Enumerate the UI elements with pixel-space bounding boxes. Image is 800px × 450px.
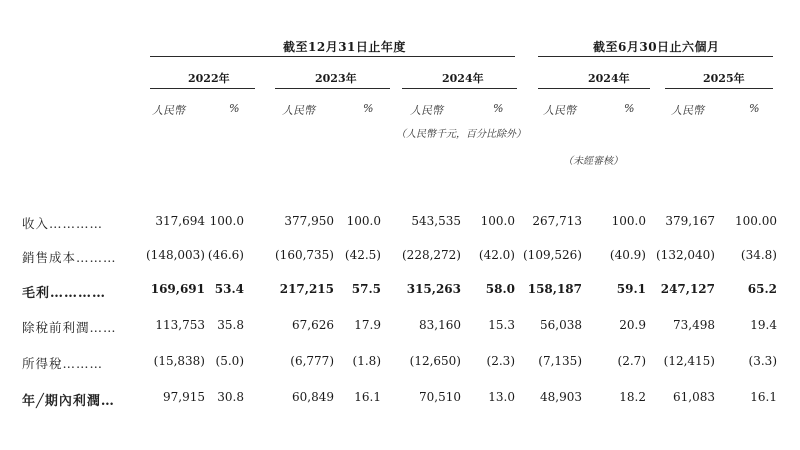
cell-tax-2025-h1-pct: (3.3) bbox=[748, 354, 777, 368]
year-header-2022: 2022年 bbox=[188, 72, 230, 85]
year-rule-2023 bbox=[275, 88, 390, 89]
cell-cos-2024-h1: (109,526) bbox=[523, 248, 582, 262]
cell-gp-2025-h1-pct: 65.2 bbox=[747, 282, 777, 296]
cell-gp-2025-h1: 247,127 bbox=[660, 282, 715, 296]
cell-tax-2024-pct: (2.3) bbox=[486, 354, 515, 368]
pct-label-2022: % bbox=[229, 102, 240, 115]
year-rule-2022 bbox=[150, 88, 255, 89]
cell-np-2024-pct: 13.0 bbox=[488, 390, 515, 404]
unit-label-2024: 人民幣 bbox=[410, 104, 443, 117]
cell-np-2025-h1: 61,083 bbox=[673, 390, 715, 404]
cell-pbt-2024-pct: 15.3 bbox=[488, 318, 515, 332]
cell-gp-2024-h1: 158,187 bbox=[527, 282, 582, 296]
unit-label-2022: 人民幣 bbox=[152, 104, 185, 117]
cell-cos-2024: (228,272) bbox=[402, 248, 461, 262]
cell-revenue-2025-h1-pct: 100.00 bbox=[735, 214, 777, 228]
cell-pbt-2023: 67,626 bbox=[292, 318, 334, 332]
cell-cos-2023-pct: (42.5) bbox=[344, 248, 381, 262]
unit-label-2024-h1: 人民幣 bbox=[543, 104, 576, 117]
cell-tax-2022-pct: (5.0) bbox=[215, 354, 244, 368]
cell-pbt-2022-pct: 35.8 bbox=[217, 318, 244, 332]
year-header-2024-h1: 2024年 bbox=[588, 72, 630, 85]
year-rule-2025-h1 bbox=[665, 88, 773, 89]
pct-label-2025-h1: % bbox=[749, 102, 760, 115]
cell-np-2022: 97,915 bbox=[163, 390, 205, 404]
cell-revenue-2025-h1: 379,167 bbox=[665, 214, 715, 228]
cell-np-2025-h1-pct: 16.1 bbox=[750, 390, 777, 404]
unaudited-note: （未經審核） bbox=[563, 156, 623, 167]
year-header-2024: 2024年 bbox=[442, 72, 484, 85]
cell-gp-2023-pct: 57.5 bbox=[351, 282, 381, 296]
cell-revenue-2024-pct: 100.0 bbox=[480, 214, 515, 228]
cell-np-2024: 70,510 bbox=[419, 390, 461, 404]
cell-revenue-2024-h1: 267,713 bbox=[532, 214, 582, 228]
group-title-fiscal-year: 截至12月31日止年度 bbox=[283, 40, 406, 54]
cell-cos-2025-h1-pct: (34.8) bbox=[740, 248, 777, 262]
year-header-2025-h1: 2025年 bbox=[703, 72, 745, 85]
cell-gp-2024-h1-pct: 59.1 bbox=[616, 282, 646, 296]
cell-revenue-2024: 543,535 bbox=[411, 214, 461, 228]
cell-gp-2022: 169,691 bbox=[150, 282, 205, 296]
cell-np-2023-pct: 16.1 bbox=[354, 390, 381, 404]
cell-revenue-2022-pct: 100.0 bbox=[209, 214, 244, 228]
cell-gp-2022-pct: 53.4 bbox=[214, 282, 244, 296]
cell-gp-2023: 217,215 bbox=[279, 282, 334, 296]
row-label-revenue: 收入………… bbox=[22, 216, 104, 231]
cell-cos-2024-h1-pct: (40.9) bbox=[609, 248, 646, 262]
cell-revenue-2024-h1-pct: 100.0 bbox=[611, 214, 646, 228]
year-header-2023: 2023年 bbox=[315, 72, 357, 85]
cell-gp-2024: 315,263 bbox=[406, 282, 461, 296]
cell-cos-2023: (160,735) bbox=[275, 248, 334, 262]
cell-revenue-2023: 377,950 bbox=[284, 214, 334, 228]
cell-pbt-2024: 83,160 bbox=[419, 318, 461, 332]
cell-tax-2024: (12,650) bbox=[409, 354, 461, 368]
row-label-income-tax: 所得稅……… bbox=[22, 356, 104, 371]
group-rule-fiscal-year bbox=[150, 56, 515, 57]
cell-pbt-2025-h1-pct: 19.4 bbox=[750, 318, 777, 332]
cell-pbt-2023-pct: 17.9 bbox=[354, 318, 381, 332]
cell-tax-2024-h1-pct: (2.7) bbox=[617, 354, 646, 368]
pct-label-2024-h1: % bbox=[624, 102, 635, 115]
cell-np-2022-pct: 30.8 bbox=[217, 390, 244, 404]
cell-revenue-2023-pct: 100.0 bbox=[346, 214, 381, 228]
unit-label-2023: 人民幣 bbox=[282, 104, 315, 117]
cell-revenue-2022: 317,694 bbox=[155, 214, 205, 228]
row-label-profit-before-tax: 除稅前利潤…… bbox=[22, 320, 117, 335]
cell-tax-2023-pct: (1.8) bbox=[352, 354, 381, 368]
group-rule-six-months bbox=[538, 56, 773, 57]
row-label-gross-profit: 毛利………… bbox=[22, 286, 107, 301]
cell-tax-2024-h1: (7,135) bbox=[538, 354, 582, 368]
cell-np-2024-h1-pct: 18.2 bbox=[619, 390, 646, 404]
cell-pbt-2025-h1: 73,498 bbox=[673, 318, 715, 332]
cell-gp-2024-pct: 58.0 bbox=[485, 282, 515, 296]
year-rule-2024 bbox=[402, 88, 517, 89]
row-label-profit-for-period: 年╱期內利潤… bbox=[22, 394, 115, 409]
unit-note: （人民幣千元，百分比除外） bbox=[396, 129, 526, 140]
cell-np-2024-h1: 48,903 bbox=[540, 390, 582, 404]
cell-np-2023: 60,849 bbox=[292, 390, 334, 404]
cell-cos-2025-h1: (132,040) bbox=[656, 248, 715, 262]
cell-pbt-2022: 113,753 bbox=[155, 318, 205, 332]
cell-cos-2024-pct: (42.0) bbox=[478, 248, 515, 262]
unit-label-2025-h1: 人民幣 bbox=[671, 104, 704, 117]
cell-tax-2025-h1: (12,415) bbox=[663, 354, 715, 368]
cell-cos-2022-pct: (46.6) bbox=[207, 248, 244, 262]
cell-cos-2022: (148,003) bbox=[146, 248, 205, 262]
pct-label-2023: % bbox=[363, 102, 374, 115]
pct-label-2024: % bbox=[493, 102, 504, 115]
cell-tax-2022: (15,838) bbox=[153, 354, 205, 368]
row-label-cost-of-sales: 銷售成本……… bbox=[22, 250, 117, 265]
group-title-six-months: 截至6月30日止六個月 bbox=[593, 40, 720, 54]
year-rule-2024-h1 bbox=[538, 88, 650, 89]
cell-pbt-2024-h1: 56,038 bbox=[540, 318, 582, 332]
cell-pbt-2024-h1-pct: 20.9 bbox=[619, 318, 646, 332]
cell-tax-2023: (6,777) bbox=[290, 354, 334, 368]
